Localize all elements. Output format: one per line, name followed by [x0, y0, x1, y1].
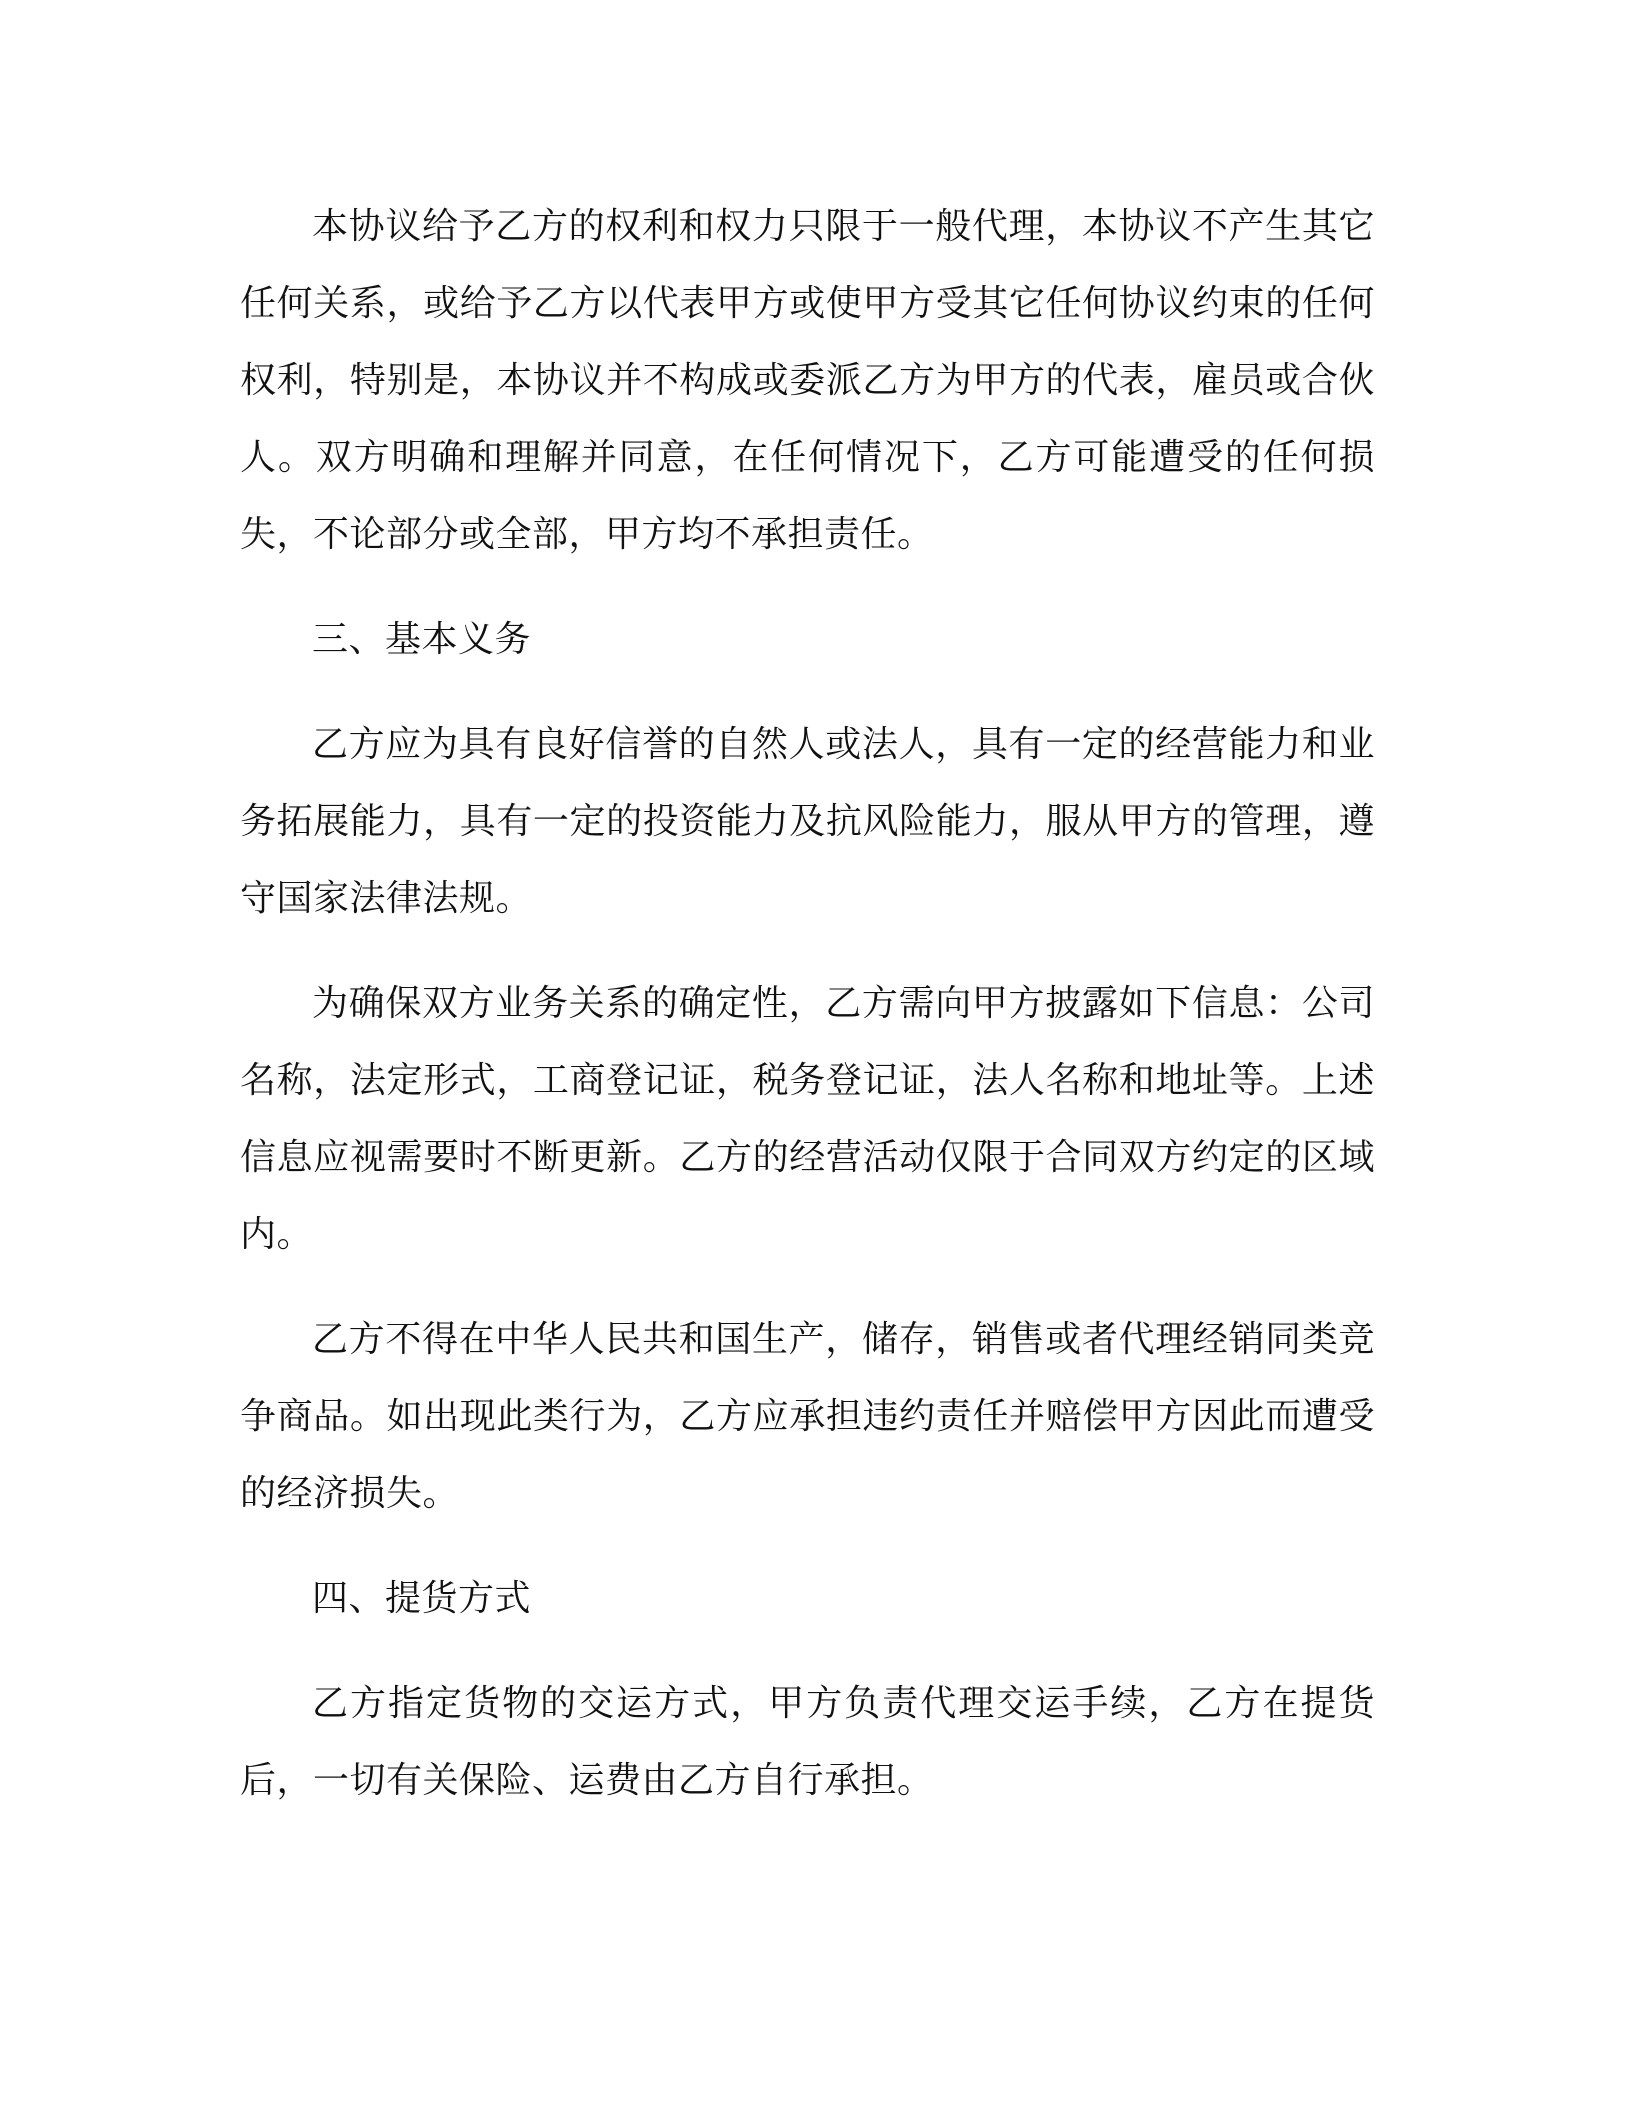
section-heading-basic-obligations: 三、基本义务 — [312, 619, 532, 660]
paragraph-non-compete: 乙方不得在中华人民共和国生产，储存，销售或者代理经销同类竞争商品。如出现此类行为，乙方应承担违约责任并赔偿甲方因此而遭受的经济损失。 — [240, 1319, 1375, 1514]
section-heading-delivery-method: 四、提货方式 — [312, 1578, 532, 1619]
paragraph-information-disclosure: 为确保双方业务关系的确定性，乙方需向甲方披露如下信息：公司名称，法定形式，工商登记证，税务登记证，法人名称和地址等。上述信息应视需要时不断更新。乙方的经营活动仅限于合同双方约定的区域内。 — [240, 983, 1375, 1255]
document-body — [240, 188, 1375, 1847]
paragraph-agency-scope: 本协议给予乙方的权利和权力只限于一般代理，本协议不产生其它任何关系，或给予乙方以代表甲方或使甲方受其它任何协议约束的任何权利，特别是，本协议并不构成或委派乙方为甲方的代表，雇员或合伙人。双方明确和理解并同意，在任何情况下，乙方可能遭受的任何损失，不论部分或全部，甲方均不承担责任。 — [240, 206, 1375, 555]
paragraph-party-b-qualifications: 乙方应为具有良好信誉的自然人或法人，具有一定的经营能力和业务拓展能力，具有一定的投资能力及抗风险能力，服从甲方的管理，遵守国家法律法规。 — [240, 724, 1375, 919]
paragraph-shipping-terms: 乙方指定货物的交运方式，甲方负责代理交运手续，乙方在提货后，一切有关保险、运费由乙方自行承担。 — [240, 1683, 1375, 1801]
